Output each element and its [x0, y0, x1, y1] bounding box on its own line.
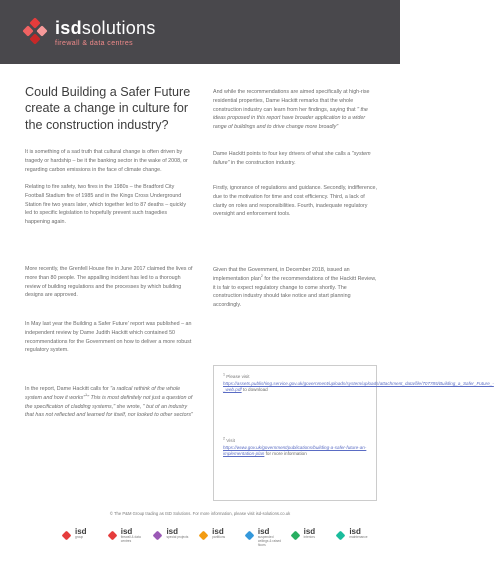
brand-logo-special-projects[interactable]: isd special projects	[151, 527, 197, 553]
references-box	[213, 365, 494, 501]
brand-diamond-icon	[289, 529, 302, 542]
paragraph: It is something of a sad truth that cultural change is often driven by tragedy or hardship – be it the banking sector in the wake of 2008, or regarding carbon emissions in the face of climate change.	[25, 149, 188, 173]
footer-copyright: © The P&M Group trading as ISD Solutions. For more information, please visit isd-solutions.co.uk	[109, 511, 291, 516]
brand-diamond-icon	[106, 529, 119, 542]
paragraph: Dame Hackitt points to four key drivers of what she calls a "system failure" in the construction industry.	[213, 151, 371, 166]
reference-1: $^1$ Please visit https://assets.publishing.service.gov.uk/government/uploads/system/uploads/attachment_data/file/707785/Building_a_Safer_Future_-_web.pdf to download	[223, 372, 494, 393]
brand-diamond-icon	[197, 529, 210, 542]
reference-1-link[interactable]: https://assets.publishing.service.gov.uk/government/uploads/system/uploads/attachment_data/file/707785/Building_a_Safer_Future_-_web.pdf	[223, 380, 494, 393]
brand-logo-interiors[interactable]: isd interiors	[289, 527, 335, 553]
brand-diamond-icon	[60, 529, 73, 542]
brand-diamond-icon	[243, 529, 256, 542]
article-title: Could Building a Safer Future create a change in culture for the construction industry?	[25, 85, 191, 132]
brand-name: isdsolutions	[55, 17, 156, 38]
brand-logo-maintenance[interactable]: isd maintenance	[334, 527, 380, 553]
brand-logo-partitions[interactable]: isd partitions	[197, 527, 243, 553]
brand-tagline: firewall & data centres	[55, 39, 134, 47]
reference-2-link[interactable]: https://www.gov.uk/government/publications/building-a-safer-future-an-implementation-plan	[223, 444, 367, 457]
paragraph: Firstly, ignorance of regulations and guidance. Secondly, indifference, due to the motivation for time and cost efficiency. Third, a lack of clarity on roles and responsibilities. Fourth, inadequate regulatory oversight and enforcement tools.	[213, 185, 377, 218]
paragraph: And while the recommendations are aimed specifically at high-rise residential properties, Dame Hackitt remarks that the whole construction industry can learn from her findings, saying that " the ideas proposed in this report have broader application to a wider range of buildings and to drive change more broadly"	[213, 89, 370, 131]
brand-diamond-icon	[334, 529, 347, 542]
isd-solutions-logo[interactable]	[20, 18, 156, 48]
brand-logo-ceilings[interactable]: isd suspended ceilings & raised floors	[243, 527, 289, 553]
brand-logos-row	[60, 527, 380, 553]
brand-logo-group[interactable]: isd group	[60, 527, 106, 553]
paragraph: In May last year the Building a Safer Future' report was published – an independent review by Dame Judith Hackitt which contained 50 recommendations for the Government on how to deliver a more robust regulatory system.	[25, 321, 192, 354]
brand-diamond-icon	[151, 529, 164, 542]
quote-paragraph: In the report, Dame Hackitt calls for "a radical rethink of the whole system and how it works"$^1$" This is most definitely not just a question of the specification of cladding systems," she wrote, " but of an industry that has not reflected and learned for itself, nor looked to other sectors"	[25, 386, 193, 419]
header-bar	[0, 0, 400, 64]
paragraph: More recently, the Grenfell House fire in June 2017 claimed the lives of more than 80 people. The appalling incident has led to a thorough review of building regulations and the processes by which building designs are approved.	[25, 266, 193, 299]
brand-logo-firewall[interactable]: isd firewall & data centres	[106, 527, 152, 553]
paragraph: Given that the Government, in December 2018, issued an implementation plan$^2$ for the recommendations of the Hackitt Review, it is fair to expect regulatory change to come shortly. The construction industry should take notice and start planning accordingly.	[213, 267, 377, 309]
paragraph: Relating to fire safety, two fires in the 1980s – the Bradford City Football Stadium fire of 1985 and in the Kings Cross Underground Station fire two years later, which together led to 87 deaths – quickly led to specific legislation to hopefully prevent such tragedies happening again.	[25, 184, 186, 226]
logo-diamond-icon	[20, 18, 50, 48]
reference-2: $^2$ Visit https://www.gov.uk/government/publications/building-a-safer-future-an-implementation-plan for more information	[223, 436, 367, 457]
